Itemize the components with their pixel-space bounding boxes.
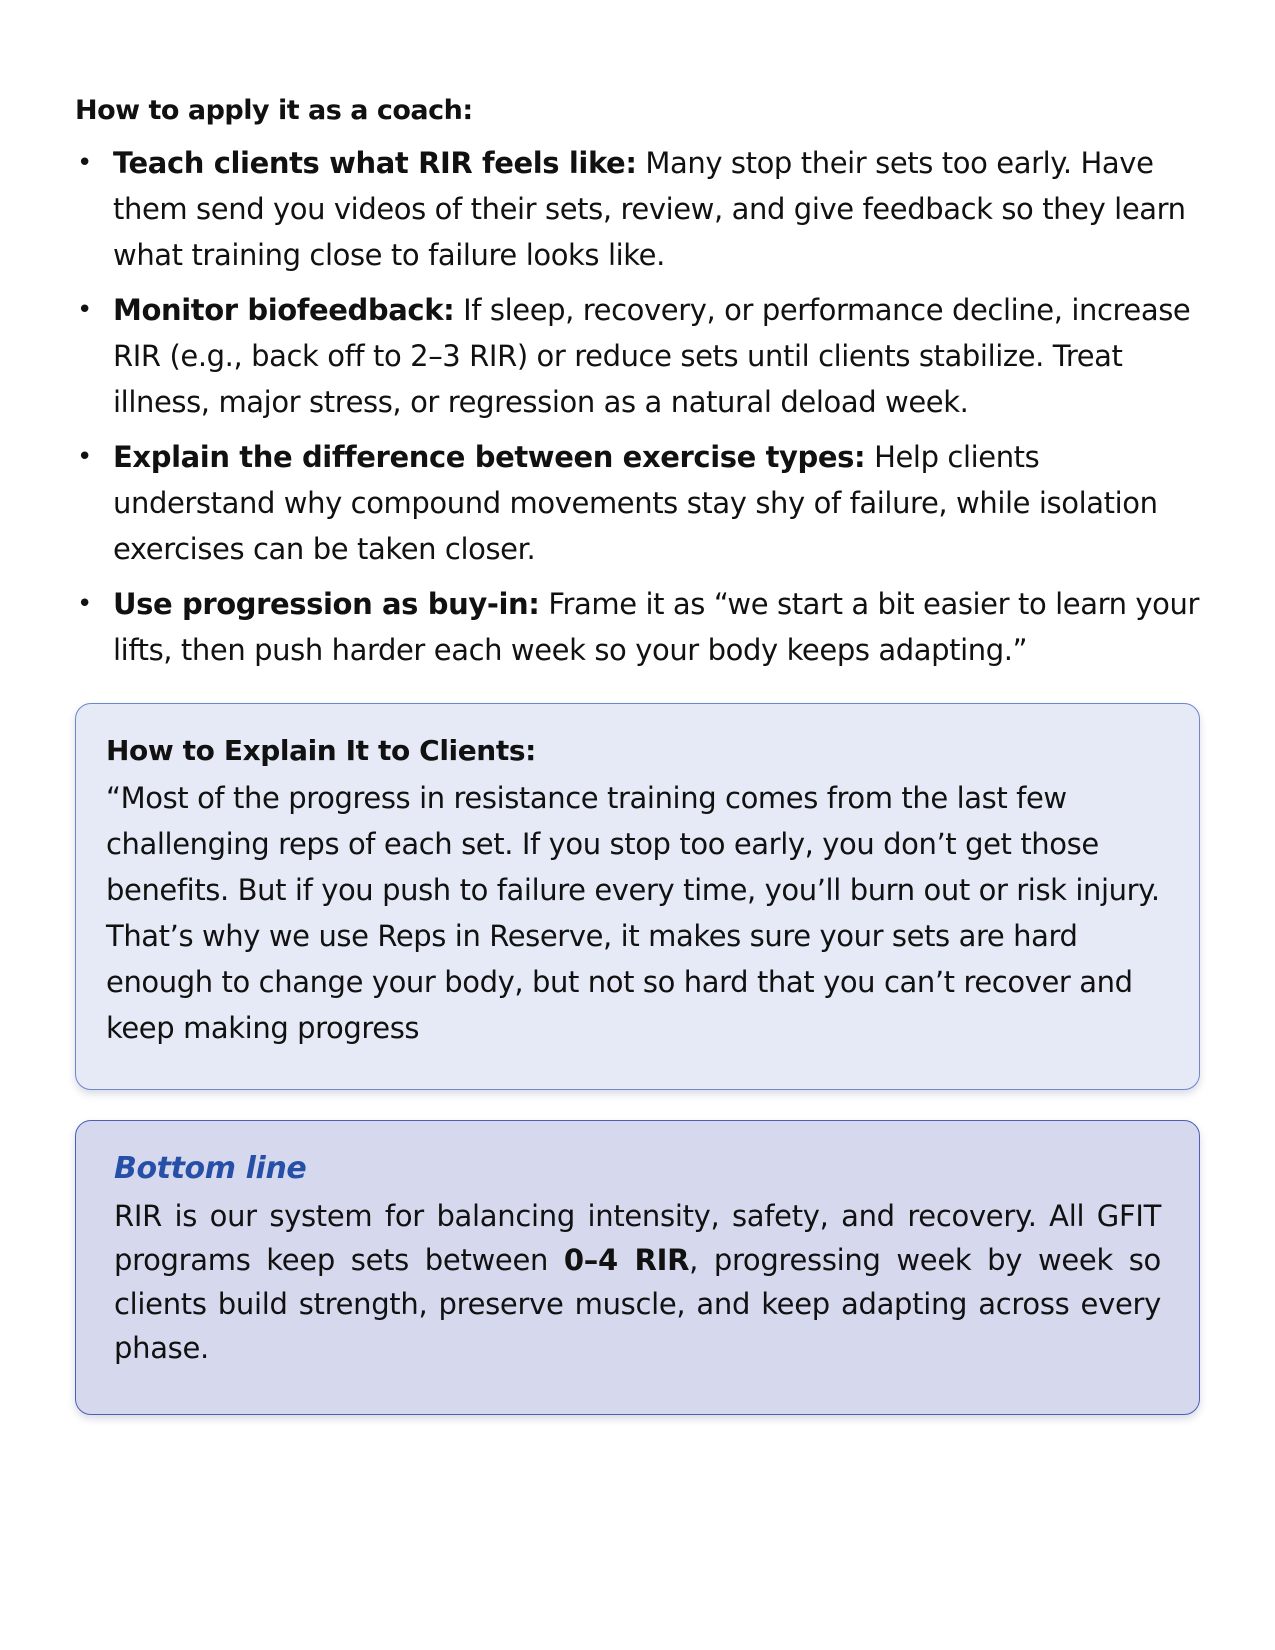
explain-box-body: “Most of the progress in resistance training comes from the last few challenging reps of each set. If you stop too early, you don’t get those benefits. But if you push to failure every time, you’ll burn out or risk injury. That’s why we use Reps in Reserve, it makes sure your sets are hard enough to change your body, but not so hard that you can’t recover and keep making progress xyxy=(106,781,1160,1045)
bullet-icon: • xyxy=(77,295,92,325)
list-item-lead: Use progression as buy-in: xyxy=(113,587,540,621)
list-item xyxy=(75,140,1200,278)
list-item-text: Help clients understand why compound movements stay shy of failure, while isolation exercises can be taken closer. xyxy=(113,440,1158,566)
list-item-text: Frame it as “we start a bit easier to learn your lifts, then push harder each week so your body keeps adapting.” xyxy=(113,587,1199,667)
list-item xyxy=(75,287,1200,425)
coach-tips-list xyxy=(75,140,1200,673)
list-item-lead: Teach clients what RIR feels like: xyxy=(113,146,637,180)
bottom-line-rir-range: 0–4 RIR xyxy=(563,1243,690,1277)
bottom-line-title: Bottom line xyxy=(114,1151,307,1186)
list-item-text: Many stop their sets too early. Have them send you videos of their sets, review, and give feedback so they learn what training close to failure looks like. xyxy=(113,146,1186,272)
explain-box-title: How to Explain It to Clients: xyxy=(106,734,536,767)
explain-to-clients-box xyxy=(75,703,1200,1090)
list-item xyxy=(75,581,1200,673)
list-item-text: If sleep, recovery, or performance decline, increase RIR (e.g., back off to 2–3 RIR) or reduce sets until clients stabilize. Treat illness, major stress, or regression as a natural deload week. xyxy=(113,293,1191,419)
bottom-line-box xyxy=(75,1120,1200,1415)
bottom-line-text-end: , progressing week by week so clients build strength, preserve muscle, and keep adapting across every phase. xyxy=(114,1243,1161,1365)
page-content xyxy=(75,95,1200,1415)
list-item xyxy=(75,434,1200,572)
bottom-line-body xyxy=(114,1194,1161,1370)
bullet-icon: • xyxy=(77,442,92,472)
bullet-icon: • xyxy=(77,148,92,178)
list-item-lead: Explain the difference between exercise types: xyxy=(113,440,866,474)
bullet-icon: • xyxy=(77,589,92,619)
list-item-lead: Monitor biofeedback: xyxy=(113,293,455,327)
coach-section-heading: How to apply it as a coach: xyxy=(75,95,473,126)
bottom-line-text-start: RIR is our system for balancing intensity, safety, and recovery. All GFIT programs keep sets between xyxy=(114,1199,1161,1277)
